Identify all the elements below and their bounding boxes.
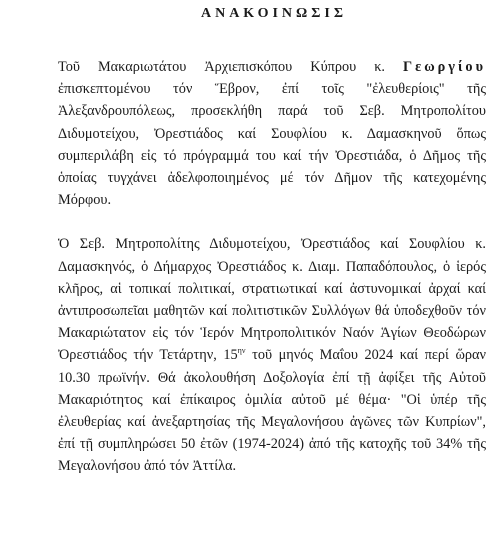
document-title: ΑΝΑΚΟΙΝΩΣΙΣ bbox=[200, 6, 348, 21]
paragraph-invitation-text-start: Τοῦ Μακαριωτάτου Ἀρχιεπισκόπου Κύπρου κ. bbox=[58, 59, 403, 75]
archbishop-name: Γεωργίου bbox=[403, 59, 486, 75]
paragraph-invitation bbox=[58, 56, 486, 211]
date-ordinal-superscript: ην bbox=[237, 346, 246, 356]
paragraph-invitation-text-end: ἐπισκεπτομένου τόν Ἕβρον, ἐπί τοῖς "ἐλευθερίοις" τῆς Ἀλεξανδρουπόλεως, προσεκλήθη παρά τοῦ Σεβ. Μητροπολίτου Διδυμοτείχου, Ὀρεστιάδος καί Σουφλίου κ. Δαμασκηνοῦ ὅπως συμπεριλάβη εἰς τό πρόγραμμά του καί τήν Ὀρεστιάδα, ὁ Δῆμος τῆς ὁποίας τυγχάνει ἀδελφοποιημένος μέ τόν Δῆμον τῆς κατεχομένης Μόρφου. bbox=[58, 81, 486, 209]
paragraph-reception bbox=[58, 233, 486, 477]
paragraph-reception-text-end: τοῦ μηνός Μαΐου 2024 καί περί ὥραν 10.30 πρωϊνήν. Θά ἀκολουθήση Δοξολογία ἐπί τῇ ἀφίξει τῆς Αὐτοῦ Μακαριότητος καί ἐπίκαιρος ὁμιλία αὐτοῦ μέ θέμα· "Οἱ ὑπέρ τῆς ἐλευθερίας καί ἀνεξαρτησίας τῆς Μεγαλονήσου ἀγῶνες τῶν Κυπρίων", ἐπί τῇ συμπληρώσει 50 ἐτῶν (1974-2024) ἀπό τῆς κατοχῆς τοῦ 34% τῆς Μεγαλονήσου ἀπό τόν Ἀττίλα. bbox=[58, 347, 486, 475]
paragraph-reception-text-start: Ὁ Σεβ. Μητροπολίτης Διδυμοτείχου, Ὀρεστιάδος καί Σουφλίου κ. Δαμασκηνός, ὁ Δήμαρχος Ὀρεστιάδος κ. Διαμ. Παπαδόπουλος, ὁ ἱερός κλῆρος, αἱ τοπικαί πολιτικαί, στρατιωτικαί καί ἀστυνομικαί ἀρχαί καί ἀντιπροσωπεῖαι μαθητῶν καί πολιτιστικῶν Συλλόγων θά ὑποδεχθοῦν τόν Μακαριώτατον εἰς τόν Ἱερόν Μητροπολιτικόν Ναόν Ἁγίων Θεοδώρων Ὀρεστιάδος τήν Τετάρτην, 15 bbox=[58, 236, 486, 364]
